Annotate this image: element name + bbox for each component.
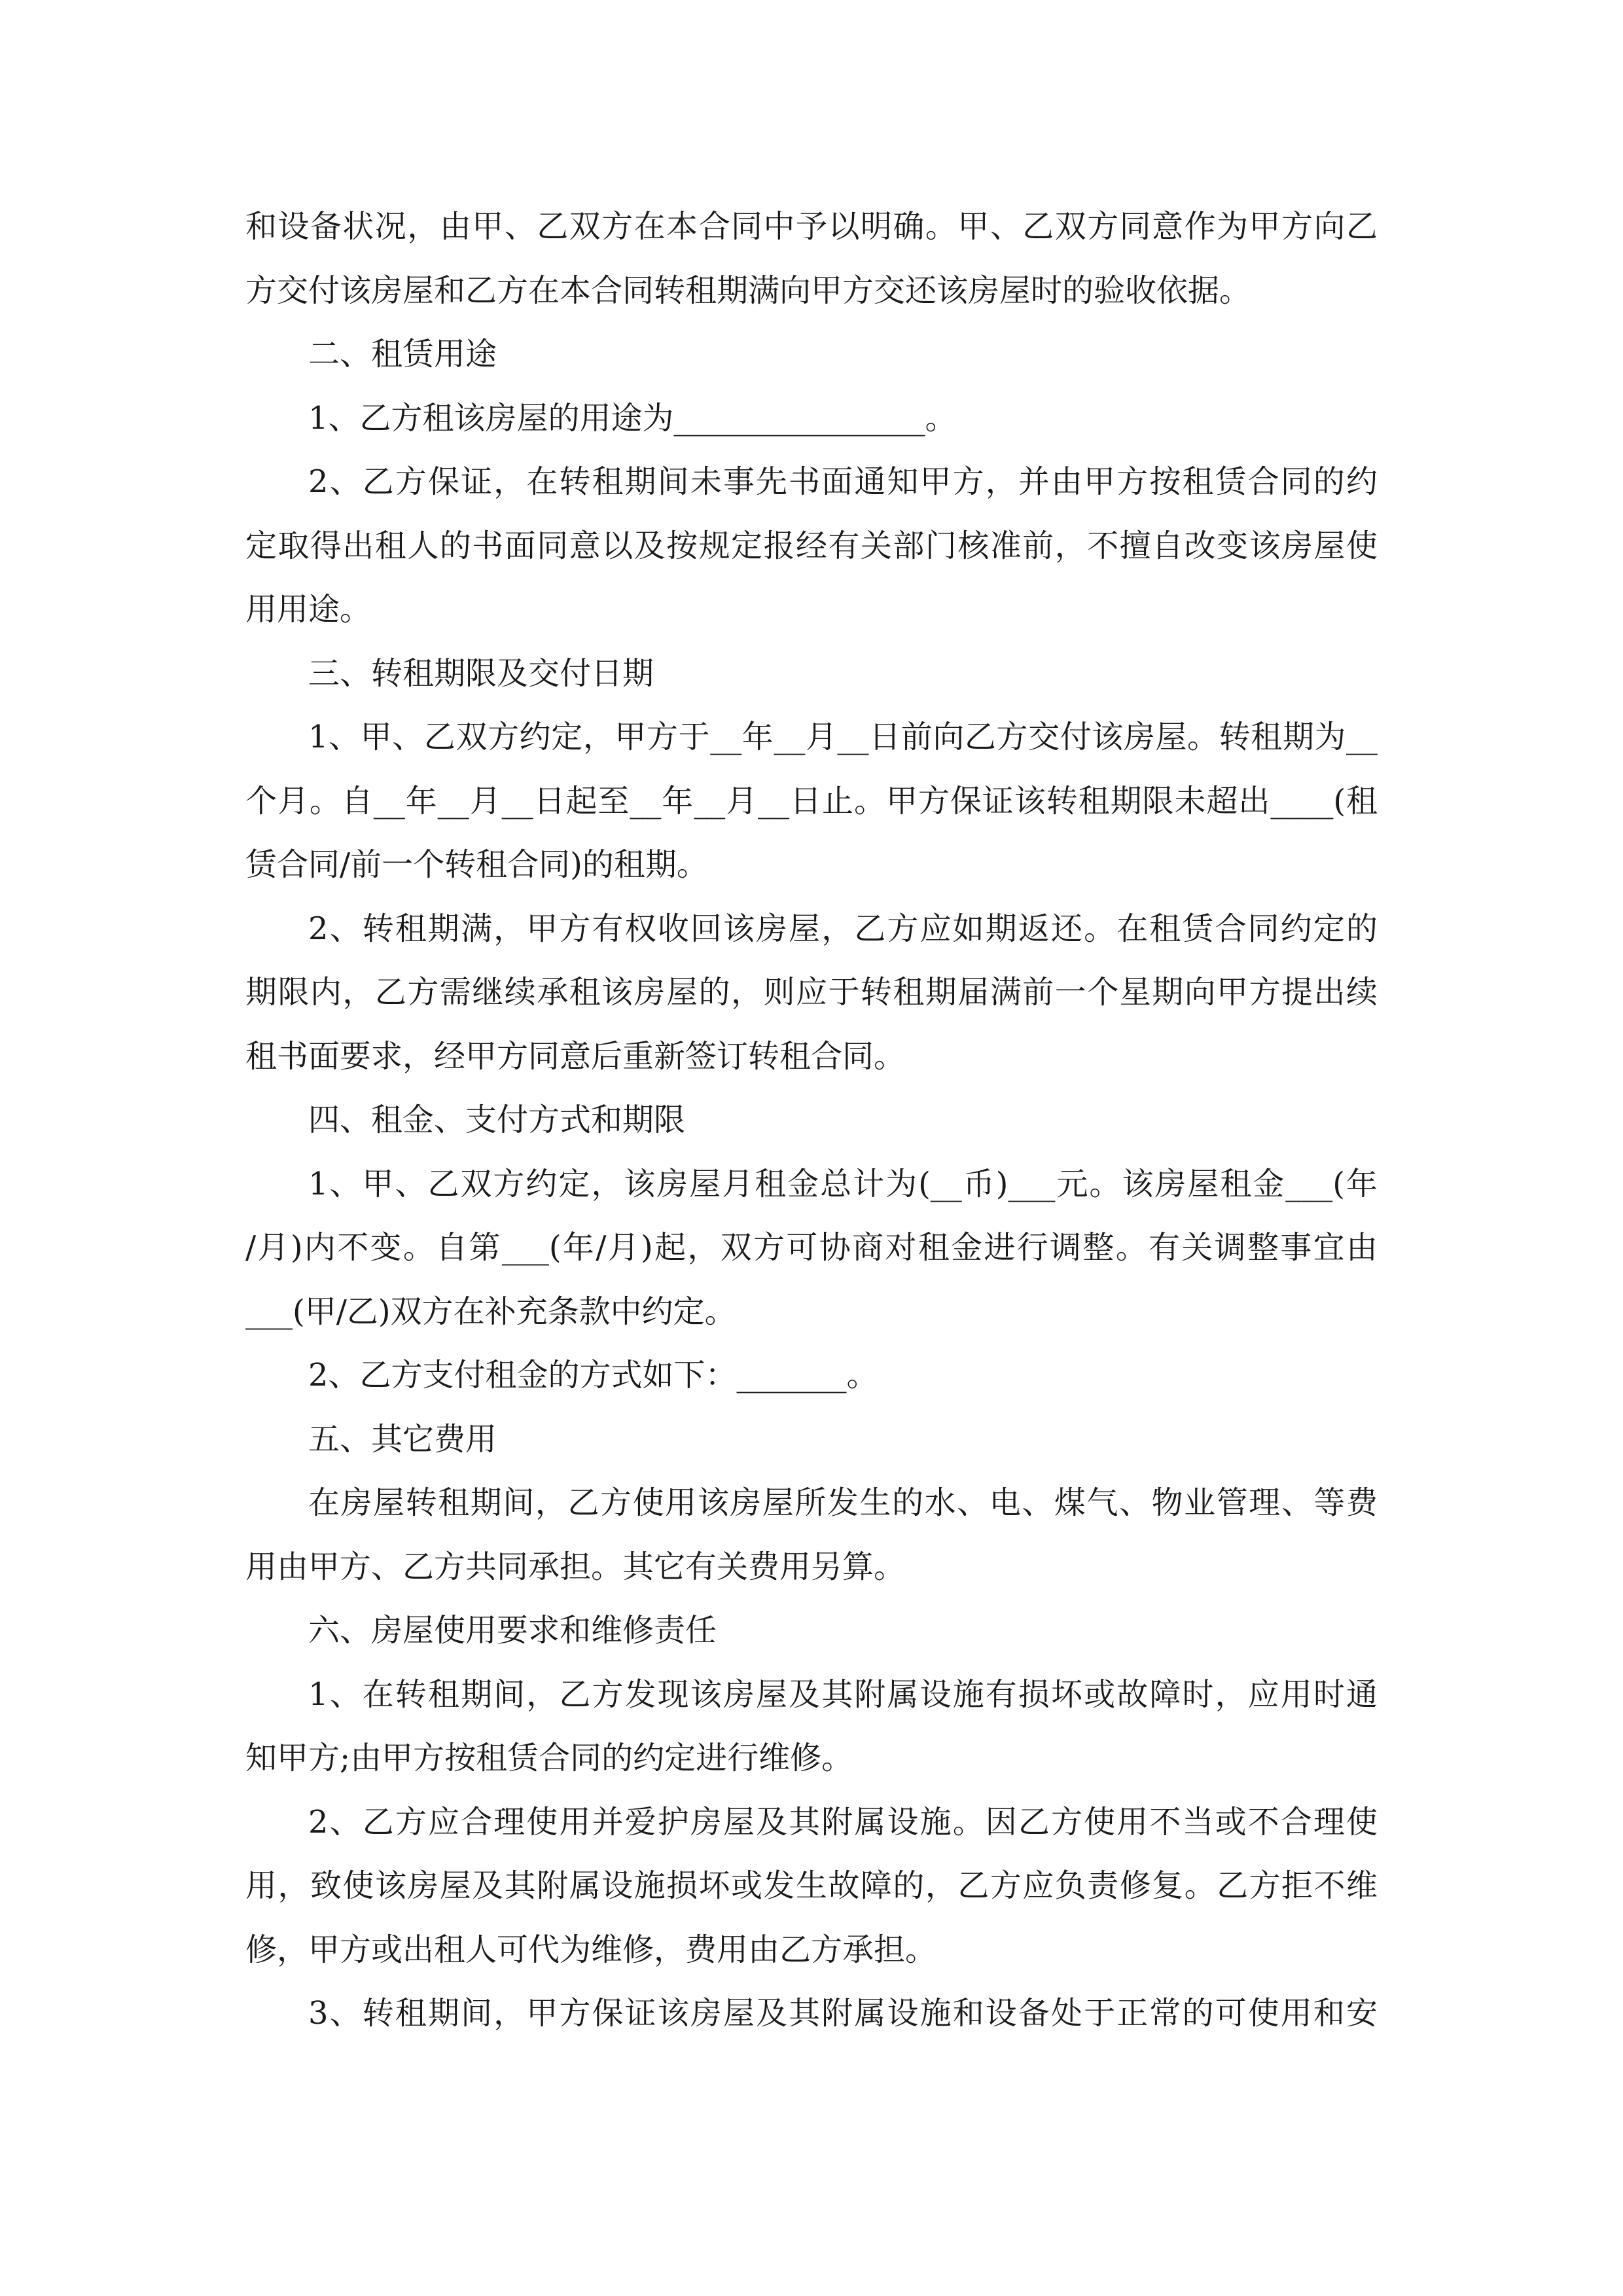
body-line: 知甲方;由甲方按租赁合同的约定进行维修。 xyxy=(245,1740,853,1776)
clause-line: 3、转租期间，甲方保证该房屋及其附属设施和设备处于正常的可使用和安 xyxy=(308,1995,1378,2032)
body-line: 修，甲方或出租人可代为维修，费用由乙方承担。 xyxy=(245,1931,937,1968)
body-line: 定取得出租人的书面同意以及按规定报经有关部门核准前，不擅自改变该房屋使 xyxy=(245,527,1378,564)
clause-line: 2、乙方支付租金的方式如下：_______。 xyxy=(308,1357,878,1393)
clause-line: 2、乙方保证，在转租期间未事先书面通知甲方，并由甲方按租赁合同的约 xyxy=(308,463,1378,500)
clause-line: 2、转租期满，甲方有权收回该房屋，乙方应如期返还。在租赁合同约定的 xyxy=(308,910,1378,947)
body-line: 和设备状况，由甲、乙双方在本合同中予以明确。甲、乙双方同意作为甲方向乙 xyxy=(245,208,1378,245)
body-line: 方交付该房屋和乙方在本合同转租期满向甲方交还该房屋时的验收依据。 xyxy=(245,272,1251,309)
body-line: 用由甲方、乙方共同承担。其它有关费用另算。 xyxy=(245,1548,906,1585)
document-body xyxy=(245,195,1378,2046)
body-line: 租书面要求，经甲方同意后重新签订转租合同。 xyxy=(245,1037,906,1075)
body-line: 赁合同/前一个转租合同)的租期。 xyxy=(245,846,708,883)
section-heading: 四、租金、支付方式和期限 xyxy=(308,1102,686,1138)
section-heading: 三、转租期限及交付日期 xyxy=(308,655,654,692)
clause-line: 1、甲、乙双方约定，该房屋月租金总计为(__币)___元。该房屋租金___(年 xyxy=(308,1165,1378,1202)
clause-line: 1、乙方租该房屋的用途为________________。 xyxy=(308,399,957,437)
section-heading: 二、租赁用途 xyxy=(308,336,497,372)
clause-line: 2、乙方应合理使用并爱护房屋及其附属设施。因乙方使用不当或不合理使 xyxy=(308,1803,1378,1840)
body-line: 用，致使该房屋及其附属设施损坏或发生故障的，乙方应负责修复。乙方拒不维 xyxy=(245,1867,1378,1904)
section-heading: 五、其它费用 xyxy=(308,1420,497,1458)
body-line: 用用途。 xyxy=(245,591,372,628)
body-line: ___(甲/乙)双方在补充条款中约定。 xyxy=(245,1293,736,1330)
body-line: 个月。自__年__月__日起至__年__月__日止。甲方保证该转租期限未超出____(租 xyxy=(245,782,1378,819)
clause-line: 1、在转租期间，乙方发现该房屋及其附属设施有损坏或故障时，应用时通 xyxy=(308,1676,1378,1713)
clause-line: 在房屋转租期间，乙方使用该房屋所发生的水、电、煤气、物业管理、等费 xyxy=(308,1484,1378,1521)
body-line: 期限内，乙方需继续承租该房屋的，则应于转租期届满前一个星期向甲方提出续 xyxy=(245,974,1378,1011)
section-heading: 六、房屋使用要求和维修责任 xyxy=(308,1612,717,1649)
clause-line: 1、甲、乙双方约定，甲方于__年__月__日前向乙方交付该房屋。转租期为__ xyxy=(308,719,1378,755)
body-line: /月)内不变。自第___(年/月)起，双方可协商对租金进行调整。有关调整事宜由 xyxy=(245,1229,1378,1266)
